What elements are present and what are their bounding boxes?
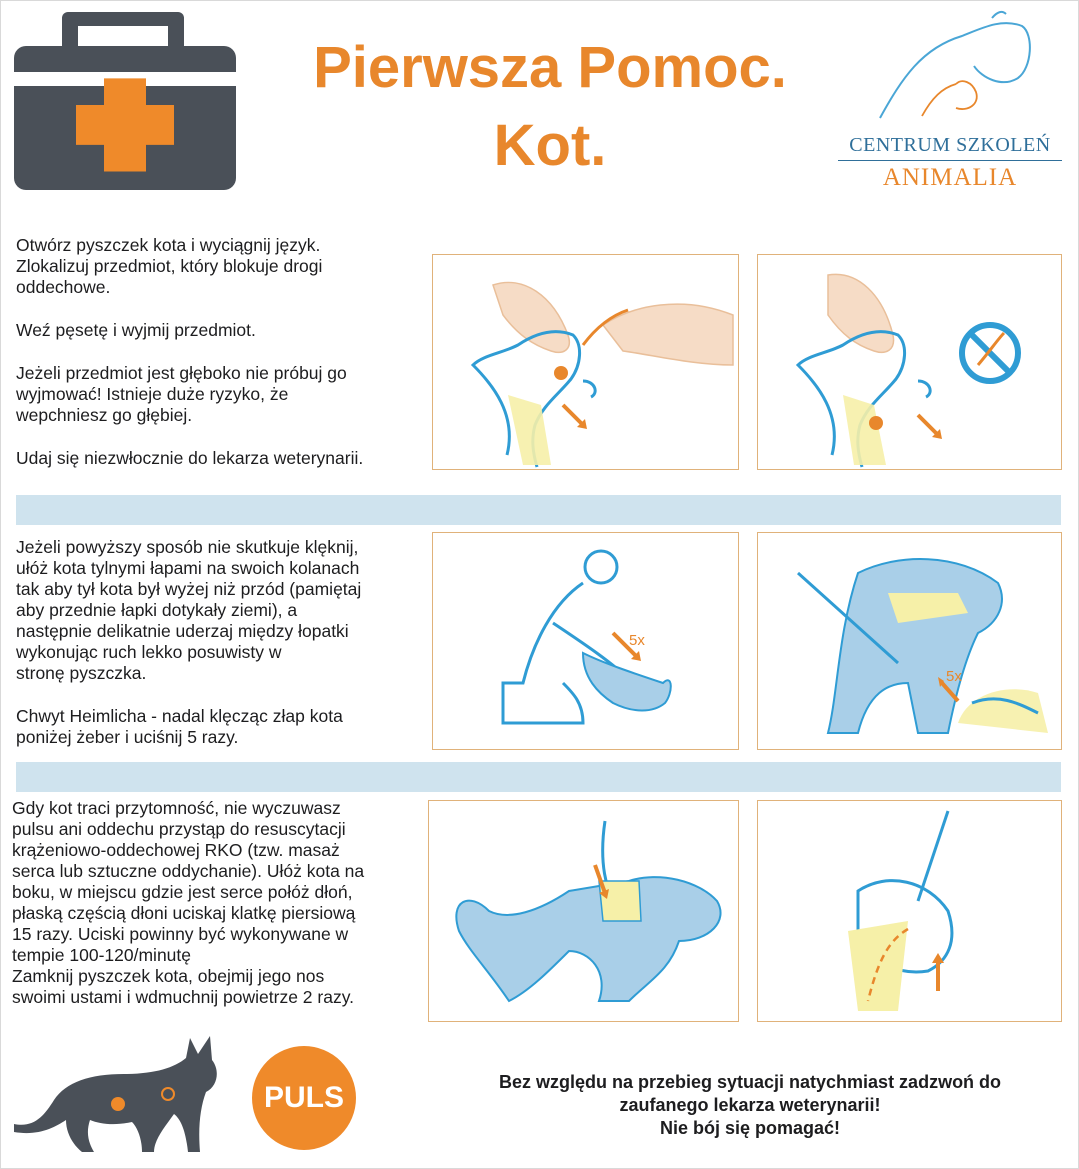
section1-paragraph-1: Otwórz pyszczek kota i wyciągnij język. Zlokalizuj przedmiot, który blokuje drogi oddechowe. — [16, 235, 323, 297]
first-aid-kit-icon — [14, 12, 238, 192]
animalia-logo-icon — [872, 8, 1042, 128]
section1-paragraph-4: Udaj się niezwłocznie do lekarza weterynarii. — [16, 448, 364, 468]
section-divider-2 — [16, 762, 1061, 792]
illustration-heimlich — [757, 532, 1062, 750]
illustration-open-mouth — [432, 254, 739, 470]
section3-paragraph-1: Gdy kot traci przytomność, nie wyczuwasz pulsu ani oddechu przystąp do resuscytacji krążeniowo-oddechowej RKO (tzw. masaż serca lub sztuczne oddychanie). Ułóż kota na boku, w miejscu gdzie jest serce połóż dłoń, płaską częścią dłoni uciskaj klatkę piersiową 15 razy. Uciski powinny być wykonywane w tempie 100-120/minutę Zamknij pyszczek kota, obejmij jego nos swoimi ustami i wdmuchnij powietrze 2 razy. — [12, 798, 365, 1007]
logo-line1: CENTRUM SZKOLEŃ — [849, 134, 1051, 156]
section1-paragraph-3: Jeżeli przedmiot jest głęboko nie próbuj go wyjmować! Istnieje duże ryzyko, że wepchniesz go głębiej. — [16, 363, 347, 425]
heimlich-count-label: 5x — [946, 668, 962, 685]
section1-text — [16, 235, 426, 469]
section2-paragraph-2: Chwyt Heimlicha - nadal klęcząc złap kota poniżej żeber i uciśnij 5 razy. — [16, 706, 343, 747]
footer-note-line1: Bez względu na przebieg sytuacji natychmiast zadzwoń do — [498, 1072, 1002, 1092]
illustration-cpr-compressions — [428, 800, 739, 1022]
illustration-deep-object — [757, 254, 1062, 470]
logo-divider — [838, 160, 1062, 161]
section1-paragraph-2: Weź pęsetę i wyjmij przedmiot. — [16, 320, 256, 340]
page-title: Pierwsza Pomoc. — [313, 35, 787, 100]
footer-note-line2: zaufanego lekarza weterynarii! — [619, 1095, 881, 1115]
section3-text — [12, 798, 432, 1008]
illustration-rescue-breaths — [757, 800, 1062, 1022]
page-subtitle: Kot. — [493, 113, 607, 178]
section-divider-1 — [16, 495, 1061, 525]
cat-silhouette-icon — [14, 1028, 244, 1156]
illustration-kneeling-back-pats — [432, 532, 739, 750]
section2-text — [16, 537, 426, 748]
pulse-badge: PULS — [252, 1046, 356, 1150]
section2-paragraph-1: Jeżeli powyższy sposób nie skutkuje klęknij, ułóż kota tylnymi łapami na swoich kolanach tak aby tył kota był wyżej niż przód (pamiętaj aby przednie łapki dotykały ziemi), a następnie delikatnie uderzaj między łopatki wykonując ruch lekko posuwisty w stronę pyszczka. — [16, 537, 362, 683]
no-tweezers-icon — [962, 325, 1018, 381]
footer-note — [420, 1071, 1079, 1140]
pats-count-label: 5x — [629, 632, 645, 649]
footer-note-line3: Nie bój się pomagać! — [659, 1118, 841, 1138]
logo-line2: ANIMALIA — [882, 164, 1018, 191]
